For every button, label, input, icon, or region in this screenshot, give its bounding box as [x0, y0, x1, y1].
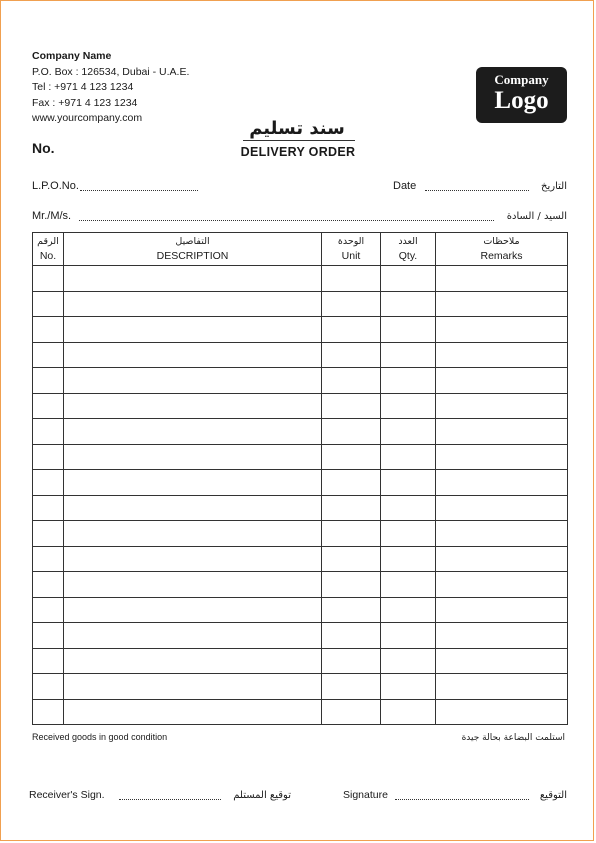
customer-label: Mr./M/s. — [32, 210, 72, 222]
cell-no[interactable] — [33, 291, 64, 317]
cell-description[interactable] — [64, 291, 322, 317]
cell-description[interactable] — [64, 572, 322, 598]
cell-no[interactable] — [33, 521, 64, 547]
cell-remarks[interactable] — [436, 648, 568, 674]
cell-no[interactable] — [33, 495, 64, 521]
table-row — [33, 291, 568, 317]
cell-qty[interactable] — [381, 291, 436, 317]
company-website: www.yourcompany.com — [32, 112, 143, 124]
table-row — [33, 495, 568, 521]
column-header-qty — [381, 233, 436, 266]
lpo-field[interactable] — [80, 190, 198, 191]
cell-unit[interactable] — [322, 470, 381, 496]
table-row — [33, 699, 568, 725]
column-header-remarks-english: Remarks — [480, 250, 523, 262]
cell-remarks[interactable] — [436, 291, 568, 317]
column-header-unit — [322, 233, 381, 266]
document-title-arabic: سند تسليم — [249, 118, 345, 139]
cell-no[interactable] — [33, 674, 64, 700]
cell-qty[interactable] — [381, 317, 436, 343]
cell-no[interactable] — [33, 317, 64, 343]
cell-no[interactable] — [33, 648, 64, 674]
signature-label-arabic: التوقيع — [539, 790, 567, 801]
cell-description[interactable] — [64, 699, 322, 725]
cell-remarks[interactable] — [436, 419, 568, 445]
cell-unit[interactable] — [322, 317, 381, 343]
cell-qty[interactable] — [381, 597, 436, 623]
cell-unit[interactable] — [322, 572, 381, 598]
table-row — [33, 623, 568, 649]
cell-description[interactable] — [64, 393, 322, 419]
cell-description[interactable] — [64, 444, 322, 470]
cell-no[interactable] — [33, 572, 64, 598]
document-number-label: No. — [32, 140, 55, 156]
column-header-no — [33, 233, 64, 266]
company-address: P.O. Box : 126534, Dubai - U.A.E. — [32, 65, 190, 78]
column-header-unit-english: Unit — [341, 250, 361, 262]
cell-remarks[interactable] — [436, 546, 568, 572]
table-row — [33, 674, 568, 700]
cell-unit[interactable] — [322, 266, 381, 292]
cell-remarks[interactable] — [436, 597, 568, 623]
customer-label-arabic: السيد / السادة — [506, 211, 567, 222]
column-header-remarks — [436, 233, 568, 266]
cell-description[interactable] — [64, 470, 322, 496]
table-row — [33, 419, 568, 445]
cell-qty[interactable] — [381, 342, 436, 368]
cell-description[interactable] — [64, 266, 322, 292]
table-row — [33, 546, 568, 572]
logo-line-2: Logo — [494, 87, 549, 114]
cell-qty[interactable] — [381, 419, 436, 445]
date-field[interactable] — [425, 190, 529, 191]
cell-unit[interactable] — [322, 699, 381, 725]
cell-unit[interactable] — [322, 623, 381, 649]
signature-field[interactable] — [395, 799, 529, 800]
company-tel: Tel : +971 4 123 1234 — [32, 81, 134, 93]
cell-qty[interactable] — [381, 648, 436, 674]
cell-remarks[interactable] — [436, 368, 568, 394]
date-label-arabic: التاريخ — [541, 181, 567, 192]
cell-remarks[interactable] — [436, 699, 568, 725]
cell-no[interactable] — [33, 597, 64, 623]
cell-unit[interactable] — [322, 648, 381, 674]
table-row — [33, 470, 568, 496]
column-header-description-arabic: التفاصيل — [175, 236, 210, 247]
table-header-row — [33, 233, 568, 266]
cell-unit[interactable] — [322, 393, 381, 419]
cell-description[interactable] — [64, 419, 322, 445]
cell-unit[interactable] — [322, 546, 381, 572]
cell-qty[interactable] — [381, 444, 436, 470]
cell-qty[interactable] — [381, 368, 436, 394]
logo-line-1: Company — [494, 72, 549, 87]
cell-qty[interactable] — [381, 699, 436, 725]
cell-unit[interactable] — [322, 419, 381, 445]
cell-description[interactable] — [64, 368, 322, 394]
received-goods-text-arabic: استلمت البضاعة بحالة جيدة — [461, 733, 565, 743]
cell-qty[interactable] — [381, 495, 436, 521]
cell-qty[interactable] — [381, 521, 436, 547]
table-row — [33, 444, 568, 470]
cell-remarks[interactable] — [436, 342, 568, 368]
cell-remarks[interactable] — [436, 495, 568, 521]
cell-description[interactable] — [64, 317, 322, 343]
company-name: Company Name — [32, 50, 112, 62]
cell-no[interactable] — [33, 699, 64, 725]
cell-remarks[interactable] — [436, 266, 568, 292]
company-info — [32, 49, 189, 127]
column-header-qty-arabic: العدد — [398, 236, 418, 247]
title-divider — [243, 140, 355, 141]
cell-unit[interactable] — [322, 291, 381, 317]
cell-no[interactable] — [33, 623, 64, 649]
cell-description[interactable] — [64, 597, 322, 623]
cell-description[interactable] — [64, 342, 322, 368]
date-label: Date — [393, 180, 417, 192]
cell-no[interactable] — [33, 393, 64, 419]
cell-remarks[interactable] — [436, 623, 568, 649]
cell-unit[interactable] — [322, 342, 381, 368]
cell-remarks[interactable] — [436, 393, 568, 419]
items-table — [32, 232, 568, 725]
cell-no[interactable] — [33, 419, 64, 445]
cell-no[interactable] — [33, 470, 64, 496]
cell-unit[interactable] — [322, 597, 381, 623]
document-title: DELIVERY ORDER — [240, 145, 356, 159]
table-row — [33, 572, 568, 598]
cell-qty[interactable] — [381, 470, 436, 496]
cell-no[interactable] — [33, 546, 64, 572]
column-header-no-arabic: الرقم — [37, 236, 59, 247]
cell-remarks[interactable] — [436, 470, 568, 496]
cell-remarks[interactable] — [436, 572, 568, 598]
cell-qty[interactable] — [381, 674, 436, 700]
cell-no[interactable] — [33, 368, 64, 394]
table-row — [33, 648, 568, 674]
table-row — [33, 317, 568, 343]
cell-no[interactable] — [33, 266, 64, 292]
cell-description[interactable] — [64, 674, 322, 700]
cell-qty[interactable] — [381, 393, 436, 419]
cell-no[interactable] — [33, 342, 64, 368]
table-row — [33, 597, 568, 623]
table-row — [33, 342, 568, 368]
cell-qty[interactable] — [381, 572, 436, 598]
cell-unit[interactable] — [322, 521, 381, 547]
receiver-sign-field[interactable] — [119, 799, 221, 800]
customer-field[interactable] — [79, 220, 494, 221]
cell-unit[interactable] — [322, 674, 381, 700]
column-header-description-english: DESCRIPTION — [156, 250, 229, 262]
cell-qty[interactable] — [381, 546, 436, 572]
column-header-unit-arabic: الوحدة — [337, 236, 365, 247]
cell-remarks[interactable] — [436, 317, 568, 343]
company-logo — [476, 67, 567, 123]
cell-remarks[interactable] — [436, 521, 568, 547]
cell-description[interactable] — [64, 546, 322, 572]
cell-description[interactable] — [64, 495, 322, 521]
company-fax: Fax : +971 4 123 1234 — [32, 96, 138, 109]
cell-description[interactable] — [64, 521, 322, 547]
cell-remarks[interactable] — [436, 674, 568, 700]
column-header-no-english: No. — [39, 250, 57, 262]
table-row — [33, 266, 568, 292]
receiver-sign-label-arabic: توقيع المستلم — [233, 790, 291, 801]
table-row — [33, 521, 568, 547]
cell-unit[interactable] — [322, 495, 381, 521]
column-header-remarks-arabic: ملاحظات — [483, 236, 520, 247]
cell-qty[interactable] — [381, 623, 436, 649]
column-header-qty-english: Qty. — [398, 250, 418, 262]
cell-description[interactable] — [64, 648, 322, 674]
cell-remarks[interactable] — [436, 444, 568, 470]
table-body — [33, 266, 568, 725]
cell-no[interactable] — [33, 444, 64, 470]
table-row — [33, 368, 568, 394]
receiver-sign-label: Receiver's Sign. — [29, 789, 105, 801]
lpo-label: L.P.O.No. — [32, 180, 79, 192]
cell-qty[interactable] — [381, 266, 436, 292]
signature-label: Signature — [343, 789, 388, 801]
table-row — [33, 393, 568, 419]
cell-unit[interactable] — [322, 444, 381, 470]
cell-description[interactable] — [64, 623, 322, 649]
cell-unit[interactable] — [322, 368, 381, 394]
received-goods-text: Received goods in good condition — [32, 732, 168, 742]
column-header-description — [64, 233, 322, 266]
